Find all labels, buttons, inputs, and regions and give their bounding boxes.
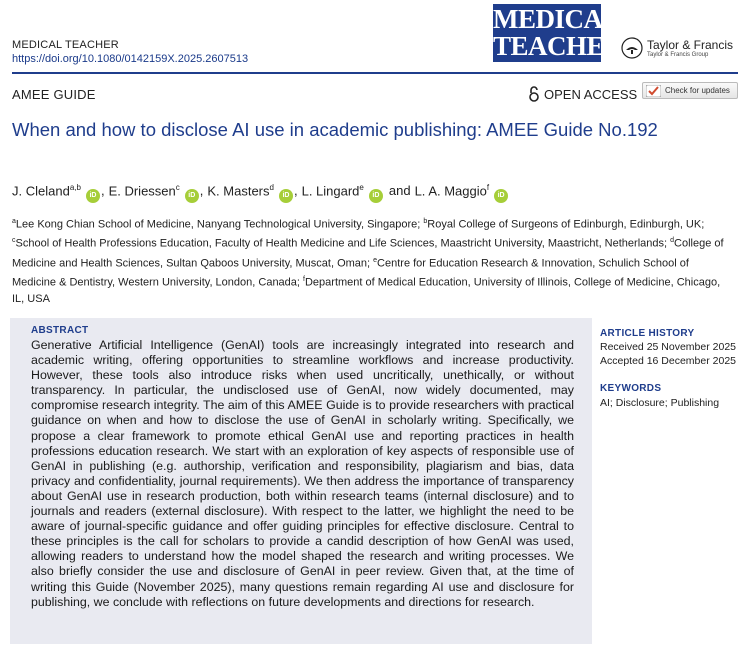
affiliation-text: Department of Medical Education, University of Illinois, College of Medicine, Chicago, IL, USA xyxy=(12,277,721,305)
article-title: When and how to disclose AI use in academic publishing: AMEE Guide No.192 xyxy=(12,119,658,140)
abstract-text: Generative Artificial Intelligence (GenAI) tools are increasingly integrated into research and academic writing, offering opportunities to streamline workflows and increase productivity. However, these tools also introduce risks when used uncritically, unethically, or without transparency. In particular, the undisclosed use of GenAI, now widely documented, may compromise research integrity. The aim of this AMEE Guide is to provide researchers with practical guidance on when and how to disclose the use of GenAI in scholarly writing. Specifically, we propose a clear framework to promote ethical GenAI use and reporting practices in health professions education research. We start with an exploration of key aspects of responsible use of GenAI in publishing (e.g. authorship, verification and responsibility, plagiarism and bias, data privacy and confidentiality, journal requirements). We then address the importance of transparency about GenAI use in research production, both within research teams (internal disclosure) and to journals and readers (external disclosure). With respect to the latter, we highlight the need to be aware of journal-specific guidance and offer guiding principles for effective disclosure. Central to these principles is the call for scholars to provide a candid description of how GenAI was used, allowing readers to understand how the model shaped the research and writing processes. We also briefly consider the use and disclosure of GenAI in peer review. Given that, at the time of writing this Guide (November 2025), many questions remain regarding AI use and disclosure for publishing, we conclude with reflections on future developments and directions for research. xyxy=(31,338,574,609)
orcid-icon[interactable]: iD xyxy=(86,189,100,203)
author-affiliation-mark: c xyxy=(175,183,180,192)
author[interactable] xyxy=(12,183,105,203)
orcid-icon[interactable]: iD xyxy=(185,189,199,203)
received-date: Received 25 November 2025 xyxy=(600,341,736,353)
author-separator: , xyxy=(293,183,298,199)
author-separator: , xyxy=(100,183,105,199)
journal-logo xyxy=(493,4,624,62)
author[interactable] xyxy=(207,183,297,203)
affiliation-text: Lee Kong Chian School of Medicine, Nanyang Technological University, Singapore; xyxy=(15,218,424,231)
doi-link[interactable]: https://doi.org/10.1080/0142159X.2025.2607513 xyxy=(12,53,249,65)
affiliation-mark: b xyxy=(423,218,428,225)
open-access-label: OPEN ACCESS xyxy=(544,87,638,102)
author[interactable] xyxy=(302,183,411,203)
affiliation-mark: c xyxy=(12,237,16,245)
check-updates-button[interactable] xyxy=(642,82,738,99)
author-affiliation-mark: a,b xyxy=(69,183,81,192)
journal-name: MEDICAL TEACHER xyxy=(12,39,119,51)
publisher-logo xyxy=(621,36,741,62)
author-name: E. Driessen xyxy=(108,183,176,199)
affiliations xyxy=(12,214,732,308)
crossmark-icon xyxy=(646,85,661,97)
abstract-heading: ABSTRACT xyxy=(31,325,89,336)
article-history-heading: ARTICLE HISTORY xyxy=(600,328,695,339)
author-affiliation-mark: e xyxy=(359,183,364,192)
logo-line-1: MEDICAL xyxy=(493,4,621,34)
logo-line-2: TEACHER xyxy=(493,31,624,61)
publisher-name: Taylor & Francis xyxy=(647,38,734,52)
affiliation-mark: a xyxy=(12,218,16,225)
author[interactable] xyxy=(109,183,204,203)
author-name: J. Cleland xyxy=(12,183,70,199)
affiliation-text: School of Health Professions Education, Faculty of Health Medicine and Life Sciences, Maastricht University, Maastricht, Netherlands; xyxy=(15,238,671,251)
author-separator: , xyxy=(199,183,204,199)
author-name: K. Masters xyxy=(207,183,270,199)
affiliation-text: College of Medicine and Health Sciences, Sultan Qaboos University, Muscat, Oman; xyxy=(12,238,724,270)
article-type: AMEE GUIDE xyxy=(12,87,96,102)
affiliation-mark: e xyxy=(373,256,378,264)
author-name: L. A. Maggio xyxy=(414,183,487,199)
author-affiliation-mark: f xyxy=(486,183,490,192)
affiliation-text: Royal College of Surgeons of Edinburgh, Edinburgh, UK; xyxy=(427,218,705,231)
check-updates-label: Check for updates xyxy=(665,86,730,95)
author[interactable] xyxy=(415,183,510,203)
author-separator: and xyxy=(388,183,411,199)
orcid-icon[interactable]: iD xyxy=(279,189,293,203)
affiliation-mark: f xyxy=(303,276,305,284)
header-rule xyxy=(12,72,738,74)
accepted-date: Accepted 16 December 2025 xyxy=(600,355,737,367)
author-list xyxy=(12,183,513,203)
keywords-heading: KEYWORDS xyxy=(600,383,662,394)
affiliation-text: Centre for Education Research & Innovation, Schulich School of Medicine & Dentistry, Western University, London, Canada; xyxy=(12,257,689,290)
affiliation-mark: d xyxy=(670,237,675,245)
publisher-lamp-icon xyxy=(621,37,643,59)
orcid-icon[interactable]: iD xyxy=(369,189,383,203)
publisher-group: Taylor & Francis Group xyxy=(647,52,709,58)
author-name: L. Lingard xyxy=(301,183,360,199)
open-lock-icon xyxy=(528,86,540,102)
keywords-list: AI; Disclosure; Publishing xyxy=(600,397,720,409)
orcid-icon[interactable]: iD xyxy=(494,189,508,203)
author-affiliation-mark: d xyxy=(269,183,274,192)
